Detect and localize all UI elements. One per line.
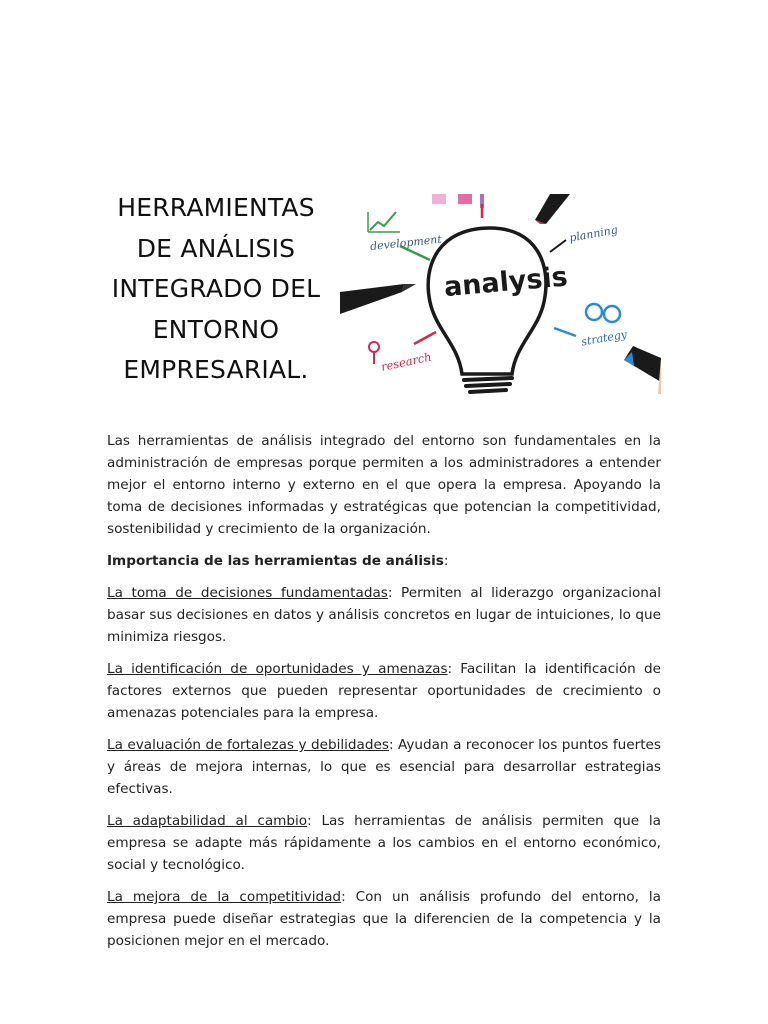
list-item (107, 658, 661, 724)
item-text: : Con un análisis profundo del entorno, la empresa puede diseñar estrategias que la diferencien de la competencia y la posicionen mejor en el mercado. (107, 889, 661, 949)
item-text: : Las herramientas de análisis permiten que la empresa se adapte más rápidamente a los cambios en el entorno económico, social y tecnológico. (107, 813, 661, 873)
item-text: : Ayudan a reconocer los puntos fuertes y áreas de mejora internas, lo que es esencial para desarrollar estrategias efectivas. (107, 737, 661, 797)
illustration-label-development: development (369, 232, 443, 254)
illustration-label-planning: planning (568, 223, 619, 245)
importance-colon: : (443, 553, 449, 569)
list-item (107, 810, 661, 876)
title-line: ENTORNO (152, 314, 280, 344)
item-term: La toma de decisiones fundamentadas (107, 585, 388, 601)
title-line: HERRAMIENTAS (117, 193, 315, 222)
item-term: La mejora de la competitividad (107, 889, 342, 905)
item-term: La evaluación de fortalezas y debilidades (107, 737, 389, 753)
list-item (107, 582, 661, 648)
list-item (107, 886, 661, 952)
item-text: : Permiten al liderazgo organizacional basar sus decisiones en datos y análisis concretos en lugar de intuiciones, lo que minimiza riesgos. (107, 585, 662, 645)
item-term: La identificación de oportunidades y amenazas (107, 661, 448, 677)
document-body (107, 430, 661, 962)
illustration-label-research: research (379, 349, 433, 374)
item-term: La adaptabilidad al cambio (107, 813, 308, 829)
page-title (108, 188, 324, 391)
title-line: DE ANÁLISIS (136, 233, 296, 263)
importance-heading: Importancia de las herramientas de análisis (107, 553, 444, 569)
illustration-label-analysis: analysis (442, 261, 569, 304)
illustration-label-strategy: strategy (580, 327, 628, 349)
title-line: EMPRESARIAL. (123, 355, 309, 384)
title-line: INTEGRADO DEL (111, 274, 321, 303)
item-text: : Facilitan la identificación de factores externos que pueden representar oportunidades de crecimiento o amenazas potenciales para la empresa. (107, 661, 661, 721)
intro-paragraph: Las herramientas de análisis integrado del entorno son fundamentales en la administración de empresas porque permiten a los administradores a entender mejor el entorno interno y externo en el que opera la empresa. Apoyando la toma de decisiones informadas y estratégicas que potencian la competitividad, sostenibilidad y crecimiento de la organización. (107, 433, 661, 537)
analysis-lightbulb-illustration (340, 194, 661, 394)
list-item (107, 734, 661, 800)
importance-heading-paragraph (107, 550, 661, 572)
